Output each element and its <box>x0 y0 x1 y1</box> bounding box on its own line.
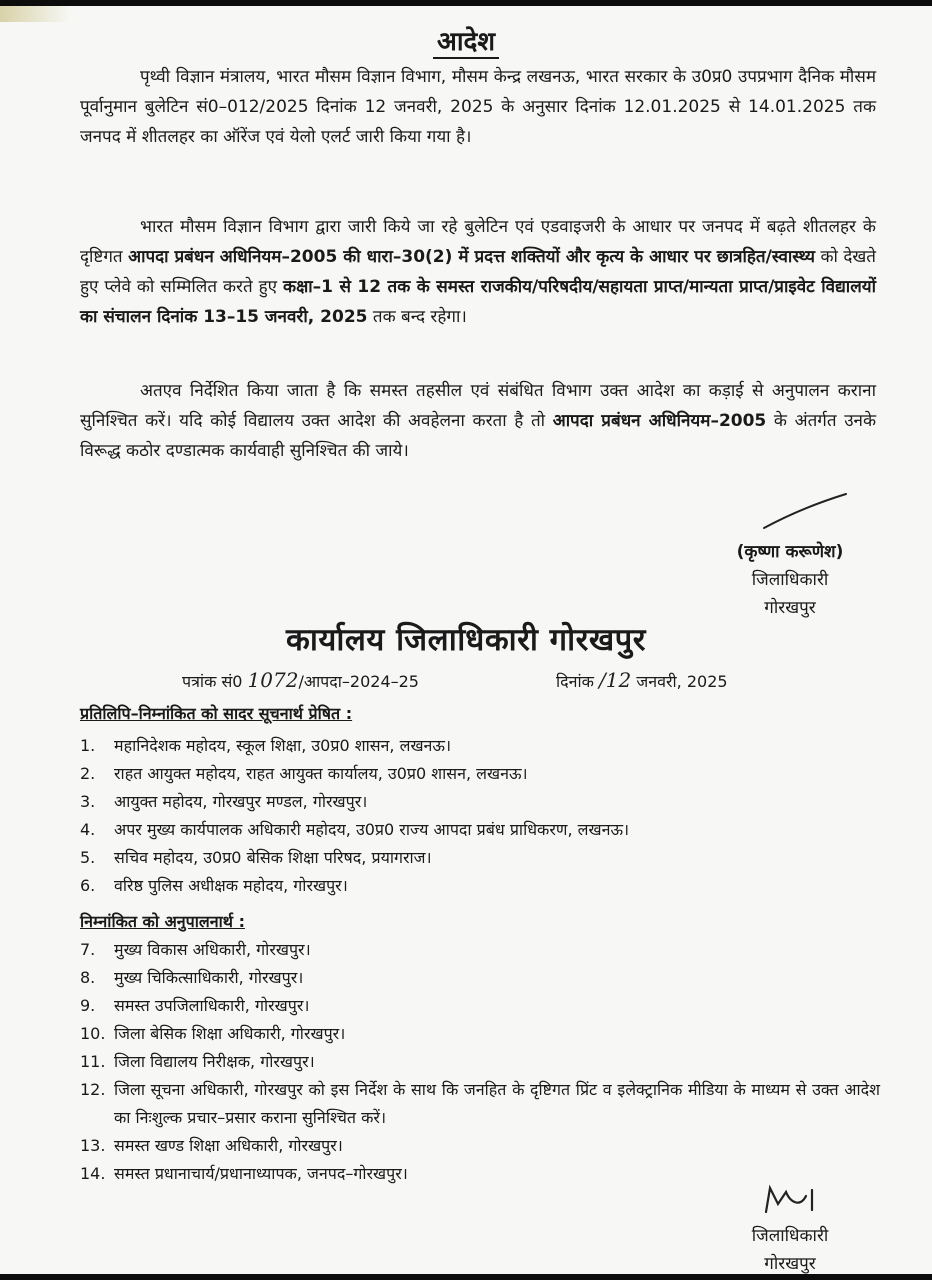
signatory-name: (कृष्णा करूणेश) <box>736 542 844 562</box>
list-item-number: 2. <box>80 764 96 783</box>
list-item-text: जिला विद्यालय निरीक्षक, गोरखपुर। <box>114 1052 315 1071</box>
list-item-number: 1. <box>80 736 96 755</box>
signature-mark <box>760 492 850 532</box>
closing-designation: जिलाधिकारी <box>751 1226 829 1246</box>
list-item <box>80 760 880 788</box>
list-item-number: 10. <box>80 1024 106 1043</box>
order-paragraph-1: पृथ्वी विज्ञान मंत्रालय, भारत मौसम विज्ञान विभाग, मौसम केन्द्र लखनऊ, भारत सरकार के उ0प्र0 उपप्रभाग दैनिक मौसम पूर्वानुमान बुलेटिन सं0–012/2025 दिनांक 12 जनवरी, 2025 के अनुसार दिनांक 12.01.2025 से 14.01.2025 तक जनपद में शीतलहर का ऑरेंज एवं येलो एलर्ट जारी किया गया है। <box>80 67 876 147</box>
list-item-number: 9. <box>80 996 96 1015</box>
list-item-number: 13. <box>80 1136 106 1155</box>
list-item-number: 4. <box>80 820 96 839</box>
scan-shadow <box>0 6 70 22</box>
list-item-text: समस्त उपजिलाधिकारी, गोरखपुर। <box>114 996 310 1015</box>
list-item-number: 6. <box>80 876 96 895</box>
order-title: आदेश <box>0 22 932 58</box>
list-item <box>80 992 880 1020</box>
list-item-number: 12. <box>80 1080 106 1099</box>
signatory-place: गोरखपुर <box>764 598 816 618</box>
list-item <box>80 732 880 760</box>
list-item-text: मुख्य चिकित्साधिकारी, गोरखपुर। <box>114 968 304 987</box>
list-item <box>80 816 880 844</box>
list-item-text: सचिव महोदय, उ0प्र0 बेसिक शिक्षा परिषद, प्रयागराज। <box>114 848 432 867</box>
closing-signatory <box>720 1222 860 1274</box>
list-item-number: 3. <box>80 792 96 811</box>
copy-info-heading: प्रतिलिपि–निम्नांकित को सादर सूचनार्थ प्रेषित : <box>80 704 353 723</box>
order-paragraph-3: अतएव निर्देशित किया जाता है कि समस्त तहसील एवं संबंधित विभाग उक्त आदेश का कड़ाई से अनुपालन कराना सुनिश्चित करें। यदि कोई विद्यालय उक्त आदेश की अवहेलना करता है तो आपदा प्रबंधन अधिनियम–2005 के अंतर्गत उनके विरूद्ध कठोर दण्डात्मक कार्यवाही सुनिश्चित की जाये। <box>80 381 877 461</box>
order-paragraph-2: भारत मौसम विज्ञान विभाग द्वारा जारी किये जा रहे बुलेटिन एवं एडवाइजरी के आधार पर जनपद में बढ़ते शीतलहर के दृष्टिगत आपदा प्रबंधन अधिनियम–2005 की धारा–30(2) में प्रदत्त शक्तियों और कृत्य के आधार पर छात्रहित/स्वास्थ्य को देखते हुए प्लेवे को सम्मिलित करते हुए कक्षा–1 से 12 तक के समस्त राजकीय/परिषदीय/सहायता प्राप्त/मान्यता प्राप्त/प्राइवेट विद्यालयों का संचालन दिनांक 13–15 जनवरी, 2025 तक बन्द रहेगा। <box>80 217 876 327</box>
signatory-designation: जिलाधिकारी <box>751 570 829 590</box>
list-item-text: जिला बेसिक शिक्षा अधिकारी, गोरखपुर। <box>114 1024 346 1043</box>
list-item <box>80 1076 880 1132</box>
list-item-number: 7. <box>80 940 96 959</box>
list-item-text: मुख्य विकास अधिकारी, गोरखपुर। <box>114 940 311 959</box>
list-item-text: समस्त प्रधानाचार्य/प्रधानाध्यापक, जनपद–गोरखपुर। <box>114 1164 408 1183</box>
list-item-number: 14. <box>80 1164 106 1183</box>
list-item-number: 8. <box>80 968 96 987</box>
letter-number-line: पत्रांक सं0 1072/आपदा–2024–25 <box>182 668 419 692</box>
order-signatory <box>710 538 870 622</box>
list-item-text: अपर मुख्य कार्यपालक अधिकारी महोदय, उ0प्र0 राज्य आपदा प्रबंध प्राधिकरण, लखनऊ। <box>114 820 630 839</box>
office-heading: कार्यालय जिलाधिकारी गोरखपुर <box>286 622 646 658</box>
list-item <box>80 1048 880 1076</box>
compliance-list <box>80 936 880 1188</box>
letter-number: 1072 <box>247 668 299 692</box>
closing-signature-mark <box>760 1182 830 1218</box>
document-page <box>0 6 932 1274</box>
list-item <box>80 788 880 816</box>
list-item-text: जिला सूचना अधिकारी, गोरखपुर को इस निर्देश के साथ कि जनहित के दृष्टिगत प्रिंट व इलेक्ट्रानिक मीडिया के माध्यम से उक्त आदेश का निःशुल्क प्रचार–प्रसार कराना सुनिश्चित करें। <box>114 1080 880 1127</box>
list-item-text: महानिदेशक महोदय, स्कूल शिक्षा, उ0प्र0 शासन, लखनऊ। <box>114 736 452 755</box>
copy-info-list <box>80 732 880 900</box>
letter-date-line: दिनांक /12 जनवरी, 2025 <box>556 668 728 692</box>
list-item-text: समस्त खण्ड शिक्षा अधिकारी, गोरखपुर। <box>114 1136 343 1155</box>
letter-date-day: /12 <box>599 668 632 692</box>
list-item <box>80 872 880 900</box>
list-item <box>80 1132 880 1160</box>
list-item-number: 11. <box>80 1052 106 1071</box>
compliance-heading: निम्नांकित को अनुपालनार्थ : <box>80 912 245 931</box>
list-item <box>80 936 880 964</box>
list-item <box>80 844 880 872</box>
list-item <box>80 1020 880 1048</box>
list-item-text: आयुक्त महोदय, गोरखपुर मण्डल, गोरखपुर। <box>114 792 368 811</box>
list-item-text: वरिष्ठ पुलिस अधीक्षक महोदय, गोरखपुर। <box>114 876 348 895</box>
closing-place: गोरखपुर <box>764 1254 816 1274</box>
list-item-number: 5. <box>80 848 96 867</box>
list-item <box>80 964 880 992</box>
list-item-text: राहत आयुक्त महोदय, राहत आयुक्त कार्यालय, उ0प्र0 शासन, लखनऊ। <box>114 764 528 783</box>
